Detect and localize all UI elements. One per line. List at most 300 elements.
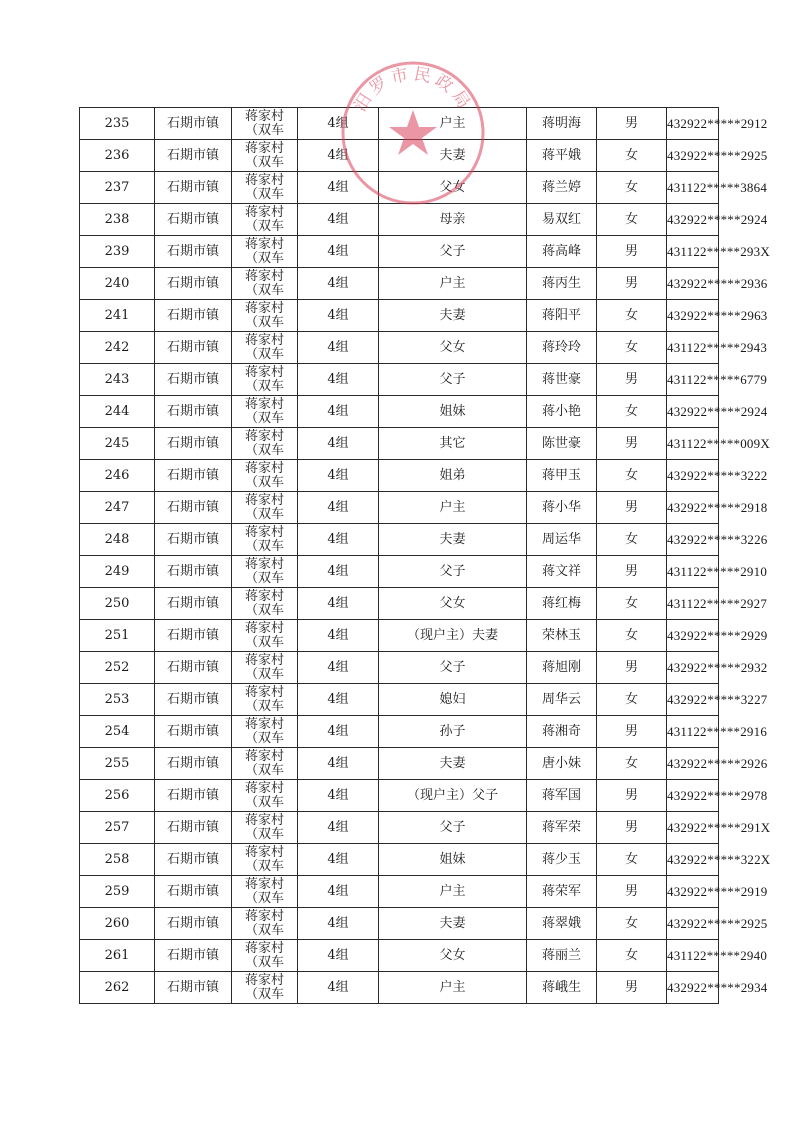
group-cell: 4组 — [298, 492, 379, 524]
village-cell — [232, 428, 298, 460]
relation-cell: 孙子 — [379, 716, 527, 748]
relation-cell: 户主 — [379, 108, 527, 140]
row-number: 252 — [80, 652, 155, 684]
id-number-cell: 432922*****2929 — [667, 620, 719, 652]
gender-cell: 女 — [597, 396, 667, 428]
name-cell: 蒋丙生 — [527, 268, 597, 300]
gender-cell: 女 — [597, 204, 667, 236]
relation-cell: 夫妻 — [379, 524, 527, 556]
id-number-cell: 432922*****2963 — [667, 300, 719, 332]
relation-cell: 户主 — [379, 972, 527, 1004]
village-line-1: 蒋家村 — [244, 172, 284, 188]
town-cell: 石期市镇 — [155, 460, 232, 492]
row-number: 240 — [80, 268, 155, 300]
gender-cell: 男 — [597, 876, 667, 908]
id-number-cell: 432922*****2912 — [667, 108, 719, 140]
table-row — [80, 332, 719, 364]
village-line-1: 蒋家村 — [244, 140, 284, 156]
village-line-2: （双车 — [244, 122, 284, 138]
village-line-2: （双车 — [244, 154, 284, 170]
name-cell: 蒋平娥 — [527, 140, 597, 172]
row-number: 261 — [80, 940, 155, 972]
id-number-cell: 431122*****293X — [667, 236, 719, 268]
village-line-1: 蒋家村 — [244, 428, 284, 444]
group-cell: 4组 — [298, 620, 379, 652]
id-number-cell: 432922*****2925 — [667, 140, 719, 172]
relation-cell: 夫妻 — [379, 908, 527, 940]
village-line-1: 蒋家村 — [244, 524, 284, 540]
village-cell — [232, 812, 298, 844]
group-cell: 4组 — [298, 332, 379, 364]
table-row — [80, 236, 719, 268]
village-cell — [232, 364, 298, 396]
group-cell: 4组 — [298, 684, 379, 716]
village-line-1: 蒋家村 — [244, 844, 284, 860]
village-line-2: （双车 — [244, 826, 284, 842]
village-line-1: 蒋家村 — [244, 716, 284, 732]
gender-cell: 女 — [597, 908, 667, 940]
village-line-1: 蒋家村 — [244, 620, 284, 636]
gender-cell: 女 — [597, 588, 667, 620]
village-cell — [232, 172, 298, 204]
village-cell — [232, 140, 298, 172]
row-number: 235 — [80, 108, 155, 140]
name-cell: 蒋少玉 — [527, 844, 597, 876]
town-cell: 石期市镇 — [155, 268, 232, 300]
gender-cell: 女 — [597, 460, 667, 492]
table-row — [80, 300, 719, 332]
name-cell: 蒋峨生 — [527, 972, 597, 1004]
village-line-2: （双车 — [244, 250, 284, 266]
village-line-2: （双车 — [244, 954, 284, 970]
row-number: 249 — [80, 556, 155, 588]
town-cell: 石期市镇 — [155, 972, 232, 1004]
village-line-1: 蒋家村 — [244, 972, 284, 988]
id-number-cell: 432922*****322X — [667, 844, 719, 876]
town-cell: 石期市镇 — [155, 556, 232, 588]
id-number-cell: 432922*****2924 — [667, 204, 719, 236]
name-cell: 蒋红梅 — [527, 588, 597, 620]
id-number-cell: 432922*****2978 — [667, 780, 719, 812]
village-cell — [232, 492, 298, 524]
name-cell: 唐小妹 — [527, 748, 597, 780]
village-line-1: 蒋家村 — [244, 236, 284, 252]
row-number: 259 — [80, 876, 155, 908]
village-line-2: （双车 — [244, 890, 284, 906]
relation-cell: 父子 — [379, 652, 527, 684]
gender-cell: 男 — [597, 652, 667, 684]
id-number-cell: 432922*****3226 — [667, 524, 719, 556]
village-line-2: （双车 — [244, 474, 284, 490]
gender-cell: 男 — [597, 972, 667, 1004]
name-cell: 蒋小华 — [527, 492, 597, 524]
village-line-2: （双车 — [244, 410, 284, 426]
gender-cell: 男 — [597, 812, 667, 844]
svg-text:汨罗市民政局: 汨罗市民政局 — [350, 64, 476, 116]
village-line-2: （双车 — [244, 730, 284, 746]
group-cell: 4组 — [298, 108, 379, 140]
table-row — [80, 268, 719, 300]
table-row — [80, 524, 719, 556]
name-cell: 蒋小艳 — [527, 396, 597, 428]
relation-cell: 父女 — [379, 172, 527, 204]
name-cell: 陈世豪 — [527, 428, 597, 460]
village-line-1: 蒋家村 — [244, 364, 284, 380]
village-line-1: 蒋家村 — [244, 108, 284, 124]
town-cell: 石期市镇 — [155, 172, 232, 204]
row-number: 254 — [80, 716, 155, 748]
group-cell: 4组 — [298, 908, 379, 940]
table-row — [80, 812, 719, 844]
town-cell: 石期市镇 — [155, 396, 232, 428]
records-table — [79, 107, 771, 1004]
relation-cell: 姐妹 — [379, 844, 527, 876]
village-cell — [232, 268, 298, 300]
town-cell: 石期市镇 — [155, 524, 232, 556]
village-cell — [232, 716, 298, 748]
gender-cell: 男 — [597, 716, 667, 748]
name-cell: 蒋甲玉 — [527, 460, 597, 492]
village-cell — [232, 780, 298, 812]
gender-cell: 女 — [597, 300, 667, 332]
gender-cell: 女 — [597, 172, 667, 204]
town-cell: 石期市镇 — [155, 620, 232, 652]
row-number: 246 — [80, 460, 155, 492]
town-cell: 石期市镇 — [155, 940, 232, 972]
gender-cell: 女 — [597, 140, 667, 172]
relation-cell: 父女 — [379, 940, 527, 972]
town-cell: 石期市镇 — [155, 652, 232, 684]
village-line-1: 蒋家村 — [244, 204, 284, 220]
name-cell: 蒋丽兰 — [527, 940, 597, 972]
village-cell — [232, 652, 298, 684]
gender-cell: 男 — [597, 364, 667, 396]
id-number-cell: 431122*****6779 — [667, 364, 719, 396]
village-line-1: 蒋家村 — [244, 300, 284, 316]
village-cell — [232, 332, 298, 364]
village-cell — [232, 620, 298, 652]
village-line-1: 蒋家村 — [244, 396, 284, 412]
village-line-2: （双车 — [244, 378, 284, 394]
table-row — [80, 940, 719, 972]
row-number: 241 — [80, 300, 155, 332]
town-cell: 石期市镇 — [155, 588, 232, 620]
group-cell: 4组 — [298, 428, 379, 460]
relation-cell: 户主 — [379, 492, 527, 524]
town-cell: 石期市镇 — [155, 876, 232, 908]
village-line-1: 蒋家村 — [244, 556, 284, 572]
id-number-cell: 431122*****009X — [667, 428, 719, 460]
group-cell: 4组 — [298, 652, 379, 684]
row-number: 260 — [80, 908, 155, 940]
village-line-2: （双车 — [244, 314, 284, 330]
row-number: 250 — [80, 588, 155, 620]
relation-cell: 姐弟 — [379, 460, 527, 492]
gender-cell: 女 — [597, 332, 667, 364]
village-line-1: 蒋家村 — [244, 908, 284, 924]
village-line-2: （双车 — [244, 858, 284, 874]
village-line-1: 蒋家村 — [244, 588, 284, 604]
village-line-1: 蒋家村 — [244, 652, 284, 668]
name-cell: 蒋荣军 — [527, 876, 597, 908]
name-cell: 蒋军荣 — [527, 812, 597, 844]
row-number: 242 — [80, 332, 155, 364]
relation-cell: 姐妹 — [379, 396, 527, 428]
village-line-1: 蒋家村 — [244, 940, 284, 956]
gender-cell: 男 — [597, 492, 667, 524]
name-cell: 易双红 — [527, 204, 597, 236]
table-row — [80, 620, 719, 652]
table-row — [80, 844, 719, 876]
village-line-2: （双车 — [244, 282, 284, 298]
village-line-2: （双车 — [244, 506, 284, 522]
relation-cell: 夫妻 — [379, 140, 527, 172]
table-row — [80, 204, 719, 236]
row-number: 243 — [80, 364, 155, 396]
relation-cell: 父子 — [379, 364, 527, 396]
id-number-cell: 431122*****3864 — [667, 172, 719, 204]
group-cell: 4组 — [298, 716, 379, 748]
name-cell: 蒋兰婷 — [527, 172, 597, 204]
group-cell: 4组 — [298, 364, 379, 396]
name-cell: 蒋湘奇 — [527, 716, 597, 748]
name-cell: 蒋翠娥 — [527, 908, 597, 940]
town-cell: 石期市镇 — [155, 332, 232, 364]
village-cell — [232, 684, 298, 716]
village-line-1: 蒋家村 — [244, 460, 284, 476]
id-number-cell: 431122*****2910 — [667, 556, 719, 588]
gender-cell: 女 — [597, 620, 667, 652]
row-number: 258 — [80, 844, 155, 876]
id-number-cell: 431122*****2927 — [667, 588, 719, 620]
village-cell — [232, 236, 298, 268]
village-cell — [232, 876, 298, 908]
table-row — [80, 172, 719, 204]
village-line-2: （双车 — [244, 986, 284, 1002]
relation-cell: 户主 — [379, 876, 527, 908]
village-line-2: （双车 — [244, 698, 284, 714]
id-number-cell: 432922*****2919 — [667, 876, 719, 908]
village-cell — [232, 908, 298, 940]
id-number-cell: 432922*****2934 — [667, 972, 719, 1004]
group-cell: 4组 — [298, 556, 379, 588]
village-line-2: （双车 — [244, 218, 284, 234]
relation-cell: 父女 — [379, 332, 527, 364]
town-cell: 石期市镇 — [155, 844, 232, 876]
village-cell — [232, 524, 298, 556]
table-row — [80, 396, 719, 428]
relation-cell: （现户主）父子 — [379, 780, 527, 812]
group-cell: 4组 — [298, 140, 379, 172]
village-line-2: （双车 — [244, 794, 284, 810]
village-cell — [232, 204, 298, 236]
group-cell: 4组 — [298, 172, 379, 204]
village-line-1: 蒋家村 — [244, 268, 284, 284]
relation-cell: 媳妇 — [379, 684, 527, 716]
id-number-cell: 432922*****3222 — [667, 460, 719, 492]
town-cell: 石期市镇 — [155, 204, 232, 236]
name-cell: 蒋旭刚 — [527, 652, 597, 684]
village-line-1: 蒋家村 — [244, 332, 284, 348]
town-cell: 石期市镇 — [155, 716, 232, 748]
town-cell: 石期市镇 — [155, 140, 232, 172]
group-cell: 4组 — [298, 460, 379, 492]
row-number: 248 — [80, 524, 155, 556]
name-cell: 蒋玲玲 — [527, 332, 597, 364]
village-cell — [232, 940, 298, 972]
id-number-cell: 432922*****3227 — [667, 684, 719, 716]
records-body — [80, 108, 771, 1004]
row-number: 237 — [80, 172, 155, 204]
village-cell — [232, 588, 298, 620]
village-line-2: （双车 — [244, 666, 284, 682]
gender-cell: 男 — [597, 780, 667, 812]
gender-cell: 男 — [597, 108, 667, 140]
gender-cell: 男 — [597, 236, 667, 268]
row-number: 251 — [80, 620, 155, 652]
gender-cell: 女 — [597, 844, 667, 876]
village-line-2: （双车 — [244, 762, 284, 778]
group-cell: 4组 — [298, 876, 379, 908]
id-number-cell: 432922*****2924 — [667, 396, 719, 428]
village-line-2: （双车 — [244, 602, 284, 618]
name-cell: 蒋文祥 — [527, 556, 597, 588]
town-cell: 石期市镇 — [155, 428, 232, 460]
id-number-cell: 431122*****2916 — [667, 716, 719, 748]
relation-cell: 其它 — [379, 428, 527, 460]
village-line-1: 蒋家村 — [244, 780, 284, 796]
relation-cell: 父子 — [379, 236, 527, 268]
row-number: 253 — [80, 684, 155, 716]
relation-cell: 母亲 — [379, 204, 527, 236]
row-number: 245 — [80, 428, 155, 460]
village-cell — [232, 396, 298, 428]
gender-cell: 男 — [597, 268, 667, 300]
village-cell — [232, 748, 298, 780]
table-row — [80, 684, 719, 716]
village-line-1: 蒋家村 — [244, 492, 284, 508]
relation-cell: 户主 — [379, 268, 527, 300]
village-cell — [232, 844, 298, 876]
relation-cell: 父子 — [379, 812, 527, 844]
name-cell: 周运华 — [527, 524, 597, 556]
gender-cell: 女 — [597, 748, 667, 780]
id-number-cell: 432922*****2936 — [667, 268, 719, 300]
name-cell: 荣林玉 — [527, 620, 597, 652]
row-number: 255 — [80, 748, 155, 780]
table-row — [80, 140, 719, 172]
name-cell: 周华云 — [527, 684, 597, 716]
village-line-1: 蒋家村 — [244, 684, 284, 700]
table-row — [80, 716, 719, 748]
relation-cell: 夫妻 — [379, 748, 527, 780]
table-row — [80, 876, 719, 908]
town-cell: 石期市镇 — [155, 748, 232, 780]
id-number-cell: 431122*****2943 — [667, 332, 719, 364]
village-line-1: 蒋家村 — [244, 812, 284, 828]
group-cell: 4组 — [298, 204, 379, 236]
town-cell: 石期市镇 — [155, 812, 232, 844]
row-number: 236 — [80, 140, 155, 172]
group-cell: 4组 — [298, 972, 379, 1004]
village-cell — [232, 108, 298, 140]
town-cell: 石期市镇 — [155, 236, 232, 268]
name-cell: 蒋世豪 — [527, 364, 597, 396]
town-cell: 石期市镇 — [155, 108, 232, 140]
village-cell — [232, 556, 298, 588]
gender-cell: 男 — [597, 428, 667, 460]
id-number-cell: 432922*****291X — [667, 812, 719, 844]
village-cell — [232, 972, 298, 1004]
table-row — [80, 364, 719, 396]
id-number-cell: 432922*****2925 — [667, 908, 719, 940]
table-row — [80, 908, 719, 940]
village-line-2: （双车 — [244, 922, 284, 938]
row-number: 239 — [80, 236, 155, 268]
village-line-2: （双车 — [244, 634, 284, 650]
group-cell: 4组 — [298, 844, 379, 876]
group-cell: 4组 — [298, 268, 379, 300]
table-row — [80, 460, 719, 492]
village-line-2: （双车 — [244, 538, 284, 554]
village-line-2: （双车 — [244, 186, 284, 202]
table-row — [80, 108, 719, 140]
village-line-2: （双车 — [244, 442, 284, 458]
table-row — [80, 972, 719, 1004]
name-cell: 蒋军国 — [527, 780, 597, 812]
row-number: 257 — [80, 812, 155, 844]
row-number: 247 — [80, 492, 155, 524]
row-number: 262 — [80, 972, 155, 1004]
row-number: 256 — [80, 780, 155, 812]
table-row — [80, 428, 719, 460]
gender-cell: 女 — [597, 524, 667, 556]
relation-cell: 父子 — [379, 556, 527, 588]
group-cell: 4组 — [298, 812, 379, 844]
village-line-1: 蒋家村 — [244, 876, 284, 892]
village-line-1: 蒋家村 — [244, 748, 284, 764]
group-cell: 4组 — [298, 588, 379, 620]
group-cell: 4组 — [298, 748, 379, 780]
group-cell: 4组 — [298, 780, 379, 812]
town-cell: 石期市镇 — [155, 492, 232, 524]
name-cell: 蒋明海 — [527, 108, 597, 140]
table-row — [80, 748, 719, 780]
group-cell: 4组 — [298, 236, 379, 268]
gender-cell: 女 — [597, 940, 667, 972]
table-row — [80, 588, 719, 620]
row-number: 244 — [80, 396, 155, 428]
table-row — [80, 556, 719, 588]
row-number: 238 — [80, 204, 155, 236]
relation-cell: （现户主）夫妻 — [379, 620, 527, 652]
table-row — [80, 780, 719, 812]
id-number-cell: 431122*****2940 — [667, 940, 719, 972]
table-row — [80, 652, 719, 684]
group-cell: 4组 — [298, 524, 379, 556]
id-number-cell: 432922*****2926 — [667, 748, 719, 780]
table-row — [80, 492, 719, 524]
village-line-2: （双车 — [244, 346, 284, 362]
relation-cell: 父女 — [379, 588, 527, 620]
name-cell: 蒋阳平 — [527, 300, 597, 332]
village-cell — [232, 460, 298, 492]
town-cell: 石期市镇 — [155, 684, 232, 716]
group-cell: 4组 — [298, 300, 379, 332]
id-number-cell: 432922*****2932 — [667, 652, 719, 684]
gender-cell: 女 — [597, 684, 667, 716]
gender-cell: 男 — [597, 556, 667, 588]
